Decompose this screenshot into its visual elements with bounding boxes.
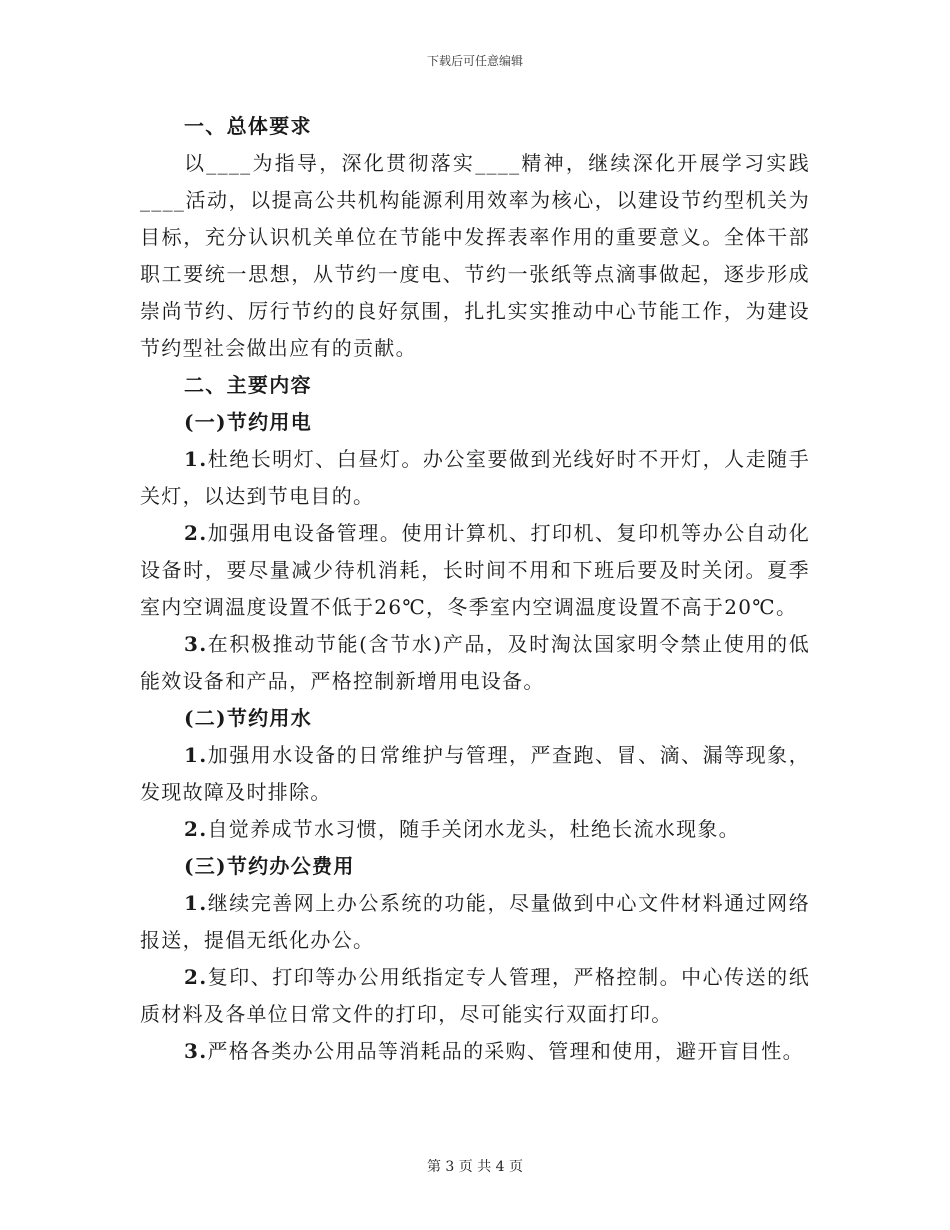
- electricity-item-1: [140, 441, 810, 515]
- item-number: 2.: [184, 521, 208, 545]
- page-number-footer: 第 3 页 共 4 页: [426, 1159, 524, 1175]
- subsection-heading-office-expenses: (三)节约办公费用: [184, 854, 355, 878]
- item-number: 2.: [184, 817, 208, 841]
- water-item-1: [140, 737, 810, 811]
- item-text: 自觉养成节水习惯，随手关闭水龙头，杜绝长流水现象。: [207, 817, 740, 841]
- item-number: 1.: [184, 447, 208, 471]
- electricity-item-2: [140, 515, 810, 626]
- item-number: 2.: [184, 965, 208, 989]
- item-text: 加强用水设备的日常维护与管理，严查跑、冒、滴、漏等现象，发现故障及时排除。: [140, 743, 810, 804]
- item-text: 继续完善网上办公系统的功能，尽量做到中心文件材料通过网络报送，提倡无纸化办公。: [140, 891, 810, 952]
- office-item-2: [140, 959, 810, 1033]
- subsection-heading-electricity: (一)节约用电: [184, 410, 313, 434]
- subsection-heading-water: (二)节约用水: [184, 706, 313, 730]
- item-text: 严格各类办公用品等消耗品的采购、管理和使用，避开盲目性。: [207, 1039, 804, 1063]
- item-text: 复印、打印等办公用纸指定专人管理，严格控制。中心传送的纸质材料及各单位日常文件的打印，尽可能实行双面打印。: [140, 965, 810, 1026]
- item-number: 1.: [184, 743, 208, 767]
- electricity-item-3: [140, 626, 810, 700]
- document-body: [140, 108, 810, 1070]
- item-number: 3.: [184, 1039, 208, 1063]
- section-heading-main-content: 二、主要内容: [184, 373, 312, 397]
- water-item-2: [140, 811, 810, 848]
- item-number: 1.: [184, 891, 208, 915]
- item-number: 3.: [184, 632, 208, 656]
- item-text: 加强用电设备管理。使用计算机、打印机、复印机等办公自动化设备时，要尽量减少待机消耗，长时间不用和下班后要及时关闭。夏季室内空调温度设置不低于26℃，冬季室内空调温度设置不高于20℃。: [140, 521, 810, 619]
- page-header-note: 下载后可任意编辑: [426, 54, 523, 68]
- overall-requirements-paragraph: 以____为指导，深化贯彻落实____精神，继续深化开展学习实践____活动，以提高公共机构能源利用效率为核心，以建设节约型机关为目标，充分认识机关单位在节能中发挥表率作用的重要意义。全体干部职工要统一思想，从节约一度电、节约一张纸等点滴事做起，逐步形成崇尚节约、厉行节约的良好氛围，扎扎实实推动中心节能工作，为建设节约型社会做出应有的贡献。: [140, 151, 810, 360]
- office-item-1: [140, 885, 810, 959]
- office-item-3: [140, 1033, 810, 1070]
- item-text: 在积极推动节能(含节水)产品，及时淘汰国家明令禁止使用的低能效设备和产品，严格控制新增用电设备。: [140, 632, 810, 693]
- item-text: 杜绝长明灯、白昼灯。办公室要做到光线好时不开灯，人走随手关灯，以达到节电目的。: [140, 447, 810, 508]
- section-heading-overall: 一、总体要求: [184, 114, 312, 138]
